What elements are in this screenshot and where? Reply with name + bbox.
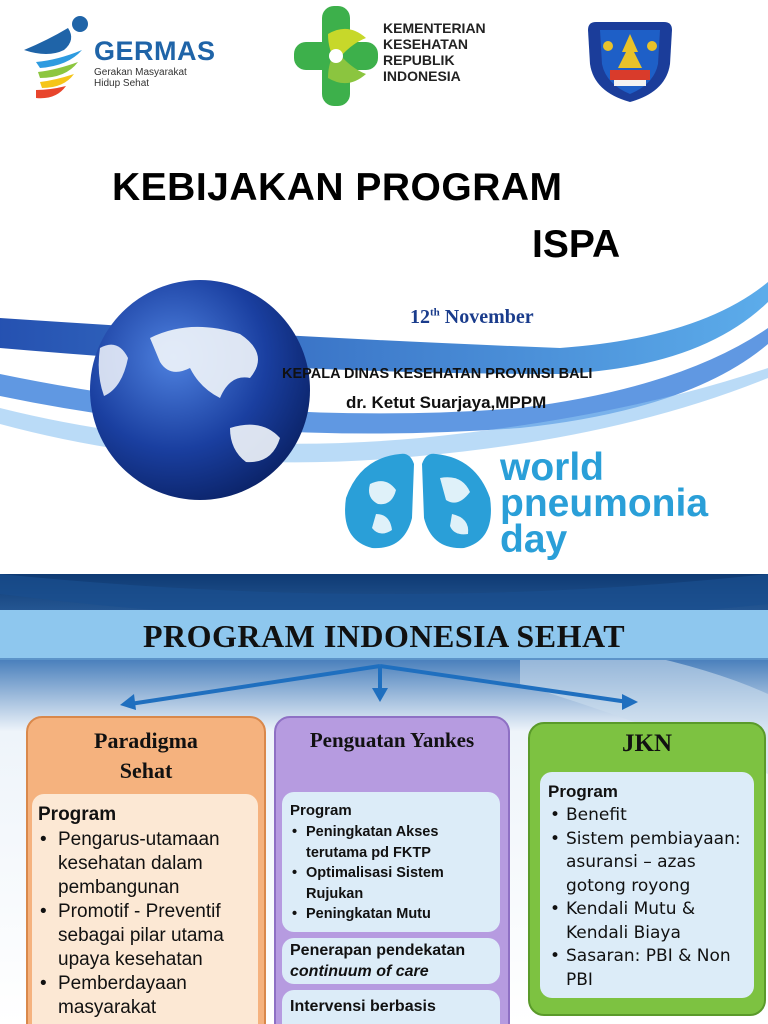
- germas-name: GERMAS: [94, 36, 216, 66]
- column-title: [28, 726, 264, 786]
- kemenkes-line-3: REPUBLIK: [383, 52, 455, 68]
- germas-tagline: [94, 67, 204, 89]
- program-heading: PROGRAM INDONESIA SEHAT: [142, 618, 626, 654]
- slide-title-line-2: ISPA: [532, 223, 621, 266]
- column-title: Penguatan Yankes: [309, 728, 475, 752]
- list-item: • Benefit: [548, 804, 748, 828]
- list-item: • Pengarus-utamaan kesehatan dalam pembangunan: [38, 828, 248, 900]
- program-list: [292, 822, 492, 925]
- kemenkes-name: [383, 20, 503, 84]
- kemenkes-line-1: KEMENTERIAN: [383, 20, 486, 36]
- bali-province-seal-icon: [582, 12, 678, 104]
- column-paradigma-sehat: [26, 716, 266, 1024]
- world-pneumonia-day-logo: [500, 446, 709, 561]
- intervention-panel: [282, 990, 500, 1024]
- list-item: • Pemberdayaan masyarakat: [38, 972, 248, 1020]
- kemenkes-line-4: INDONESIA: [383, 68, 461, 84]
- list-item: • Optimalisasi Sistem Rujukan: [292, 863, 492, 904]
- column-title-line-2: Sehat: [119, 758, 173, 783]
- kemenkes-logo-icon: [292, 4, 380, 108]
- program-list: [38, 828, 248, 1020]
- column-jkn: [528, 722, 766, 1016]
- program-slide: [0, 574, 768, 1024]
- event-date: [410, 306, 534, 329]
- list-item: • Peningkatan Mutu: [292, 904, 492, 925]
- campaign-word-3: day: [500, 518, 568, 561]
- campaign-word-1: world: [500, 446, 604, 489]
- list-item: • Promotif - Preventif sebagai pilar utama upaya kesehatan: [38, 900, 248, 972]
- program-label: Program: [290, 802, 352, 819]
- date-month: November: [444, 306, 534, 328]
- program-panel: [540, 772, 754, 998]
- germas-tagline-line-2: Hidup Sehat: [94, 78, 150, 89]
- germas-logo-icon: [18, 10, 98, 102]
- approach-emphasis: continuum of care: [290, 963, 429, 980]
- germas-tagline-line-1: Gerakan Masyarakat: [94, 67, 187, 78]
- date-day: 12: [410, 306, 430, 328]
- program-panel: [32, 794, 258, 1024]
- campaign-word-2: pneumonia: [500, 482, 709, 525]
- column-title: JKN: [622, 730, 672, 757]
- column-title-line-1: Paradigma: [94, 728, 198, 753]
- program-list: [548, 804, 748, 992]
- list-item: • Peningkatan Akses terutama pd FKTP: [292, 822, 492, 863]
- program-label: Program: [38, 804, 117, 825]
- column-penguatan-yankes: [274, 716, 510, 1024]
- speaker-office: KEPALA DINAS KESEHATAN PROVINSI BALI: [282, 366, 593, 382]
- date-suffix: th: [430, 306, 440, 319]
- kemenkes-line-2: KESEHATAN: [383, 36, 469, 52]
- intervention-text: Intervensi berbasis: [290, 998, 436, 1015]
- list-item: • Sasaran: PBI & Non PBI: [548, 945, 748, 992]
- program-panel: [282, 792, 500, 932]
- list-item: • Kendali Mutu & Kendali Biaya: [548, 898, 748, 945]
- list-item: • Sistem pembiayaan: asuransi – azas gotong royong: [548, 828, 748, 899]
- approach-panel: [282, 938, 500, 984]
- program-label: Program: [548, 782, 618, 801]
- approach-text: Penerapan pendekatan: [290, 942, 466, 959]
- slide-title-line-1: KEBIJAKAN PROGRAM: [112, 166, 563, 209]
- speaker-name: dr. Ketut Suarjaya,MPPM: [346, 393, 547, 412]
